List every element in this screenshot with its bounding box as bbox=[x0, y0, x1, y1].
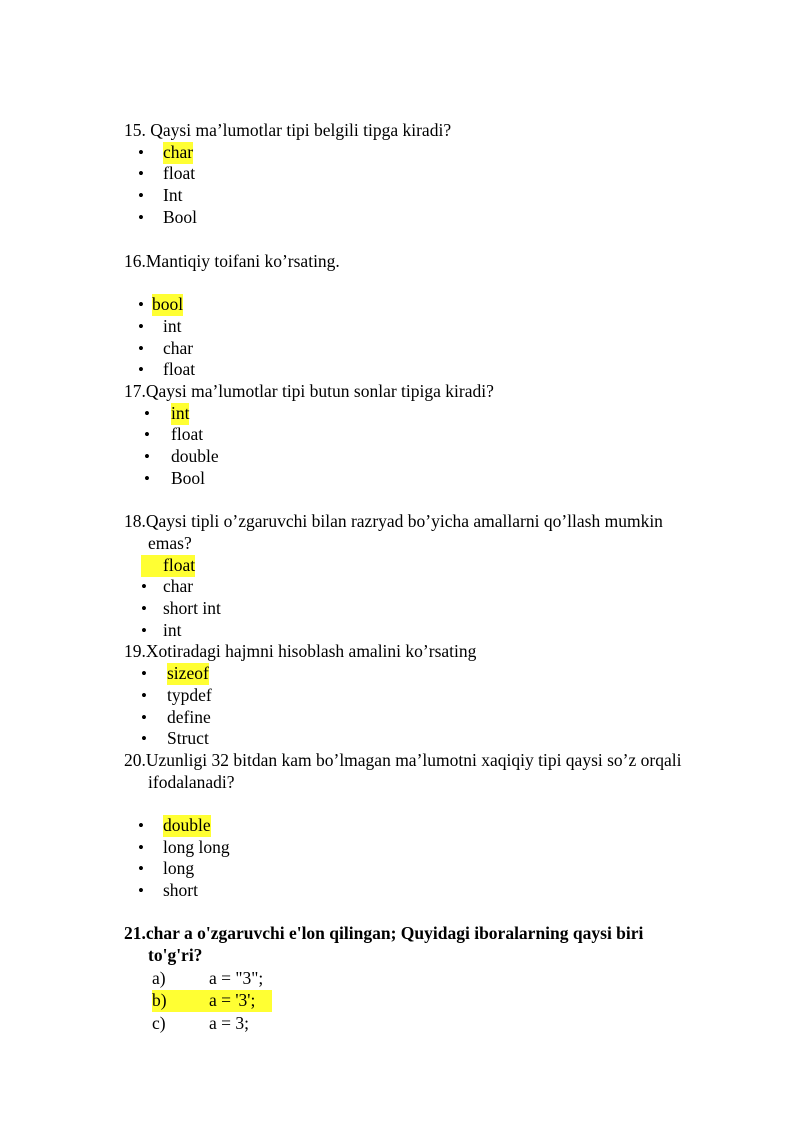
answer-option: a = "3"; bbox=[209, 968, 264, 988]
answer-option-highlighted: int bbox=[171, 403, 190, 423]
bullet-icon: • bbox=[144, 447, 150, 466]
option-letter: a) bbox=[152, 968, 166, 988]
question-number: 21. bbox=[124, 923, 146, 943]
answer-option-highlighted: float bbox=[141, 555, 195, 577]
answer-option: long long bbox=[163, 837, 230, 857]
answer-option: float bbox=[163, 359, 196, 379]
question-text: Qaysi ma’lumotlar tipi butun sonlar tipiga kiradi? bbox=[145, 381, 494, 401]
question-text-line2: to'g'ri? bbox=[148, 945, 203, 965]
bullet-icon: • bbox=[138, 360, 144, 379]
bullet-icon: • bbox=[138, 143, 144, 162]
question-16 bbox=[124, 251, 734, 273]
option-letter: b) bbox=[152, 990, 167, 1010]
answer-option: float bbox=[163, 163, 196, 183]
bullet-icon: • bbox=[144, 469, 150, 488]
question-text-line2: emas? bbox=[148, 533, 192, 553]
question-19 bbox=[124, 641, 734, 663]
bullet-icon: • bbox=[141, 599, 147, 618]
question-text: Xotiradagi hajmni hisoblash amalini ko’rsating bbox=[145, 641, 477, 661]
question-17 bbox=[124, 381, 734, 403]
question-number: 16. bbox=[124, 251, 146, 271]
answer-option-highlighted: char bbox=[163, 142, 194, 162]
answer-option: long bbox=[163, 858, 195, 878]
bullet-icon: • bbox=[138, 295, 144, 314]
answer-option: Int bbox=[163, 185, 183, 205]
question-number: 18. bbox=[124, 511, 146, 531]
question-number: 19. bbox=[124, 641, 146, 661]
question-number: 17. bbox=[124, 381, 146, 401]
question-text: Mantiqiy toifani ko’rsating. bbox=[145, 251, 340, 271]
answer-option: short int bbox=[163, 598, 221, 618]
bullet-icon: • bbox=[138, 317, 144, 336]
answer-option: char bbox=[163, 576, 194, 596]
question-text: Qaysi ma’lumotlar tipi belgili tipga kiradi? bbox=[150, 120, 452, 140]
answer-option: Bool bbox=[171, 468, 206, 488]
question-text-line1: char a o'zgaruvchi e'lon qilingan; Quyidagi iboralarning qaysi biri bbox=[145, 923, 644, 943]
bullet-icon: • bbox=[141, 664, 147, 683]
bullet-icon: • bbox=[138, 859, 144, 878]
option-letter: c) bbox=[152, 1013, 166, 1033]
question-text-line1: Uzunligi 32 bitdan kam bo’lmagan ma’lumotni xaqiqiy tipi qaysi so’z orqali bbox=[145, 750, 682, 770]
question-20 bbox=[124, 750, 734, 772]
bullet-icon: • bbox=[144, 425, 150, 444]
bullet-icon: • bbox=[144, 404, 150, 423]
answer-option: char bbox=[163, 338, 194, 358]
answer-option: define bbox=[167, 707, 211, 727]
question-number: 15. bbox=[124, 120, 146, 140]
bullet-icon: • bbox=[141, 686, 147, 705]
question-text-line1: Qaysi tipli o’zgaruvchi bilan razryad bo’yicha amallarni qo’llash mumkin bbox=[145, 511, 663, 531]
bullet-icon: • bbox=[141, 621, 147, 640]
bullet-icon: • bbox=[138, 164, 144, 183]
bullet-icon: • bbox=[138, 339, 144, 358]
bullet-icon: • bbox=[141, 708, 147, 727]
bullet-icon: • bbox=[141, 577, 147, 596]
bullet-icon: • bbox=[141, 729, 147, 748]
answer-option: float bbox=[171, 424, 204, 444]
question-18 bbox=[124, 511, 734, 533]
question-21 bbox=[124, 923, 734, 945]
bullet-icon: • bbox=[138, 816, 144, 835]
answer-option: double bbox=[171, 446, 219, 466]
answer-option: typdef bbox=[167, 685, 212, 705]
answer-option-highlighted: double bbox=[163, 815, 211, 835]
bullet-icon: • bbox=[138, 186, 144, 205]
question-number: 20. bbox=[124, 750, 146, 770]
answer-option: int bbox=[163, 316, 182, 336]
answer-option: short bbox=[163, 880, 198, 900]
question-15 bbox=[124, 120, 734, 142]
answer-option-highlighted: sizeof bbox=[167, 663, 209, 683]
answer-option: a = 3; bbox=[209, 1013, 249, 1033]
answer-option: Struct bbox=[167, 728, 209, 748]
bullet-icon: • bbox=[138, 881, 144, 900]
question-text-line2: ifodalanadi? bbox=[148, 772, 235, 792]
bullet-icon: • bbox=[138, 838, 144, 857]
answer-option-highlighted: bool bbox=[152, 294, 184, 314]
answer-option: Bool bbox=[163, 207, 198, 227]
answer-option-highlighted: a = '3'; bbox=[209, 990, 256, 1010]
answer-option: int bbox=[163, 620, 182, 640]
bullet-icon: • bbox=[138, 208, 144, 227]
